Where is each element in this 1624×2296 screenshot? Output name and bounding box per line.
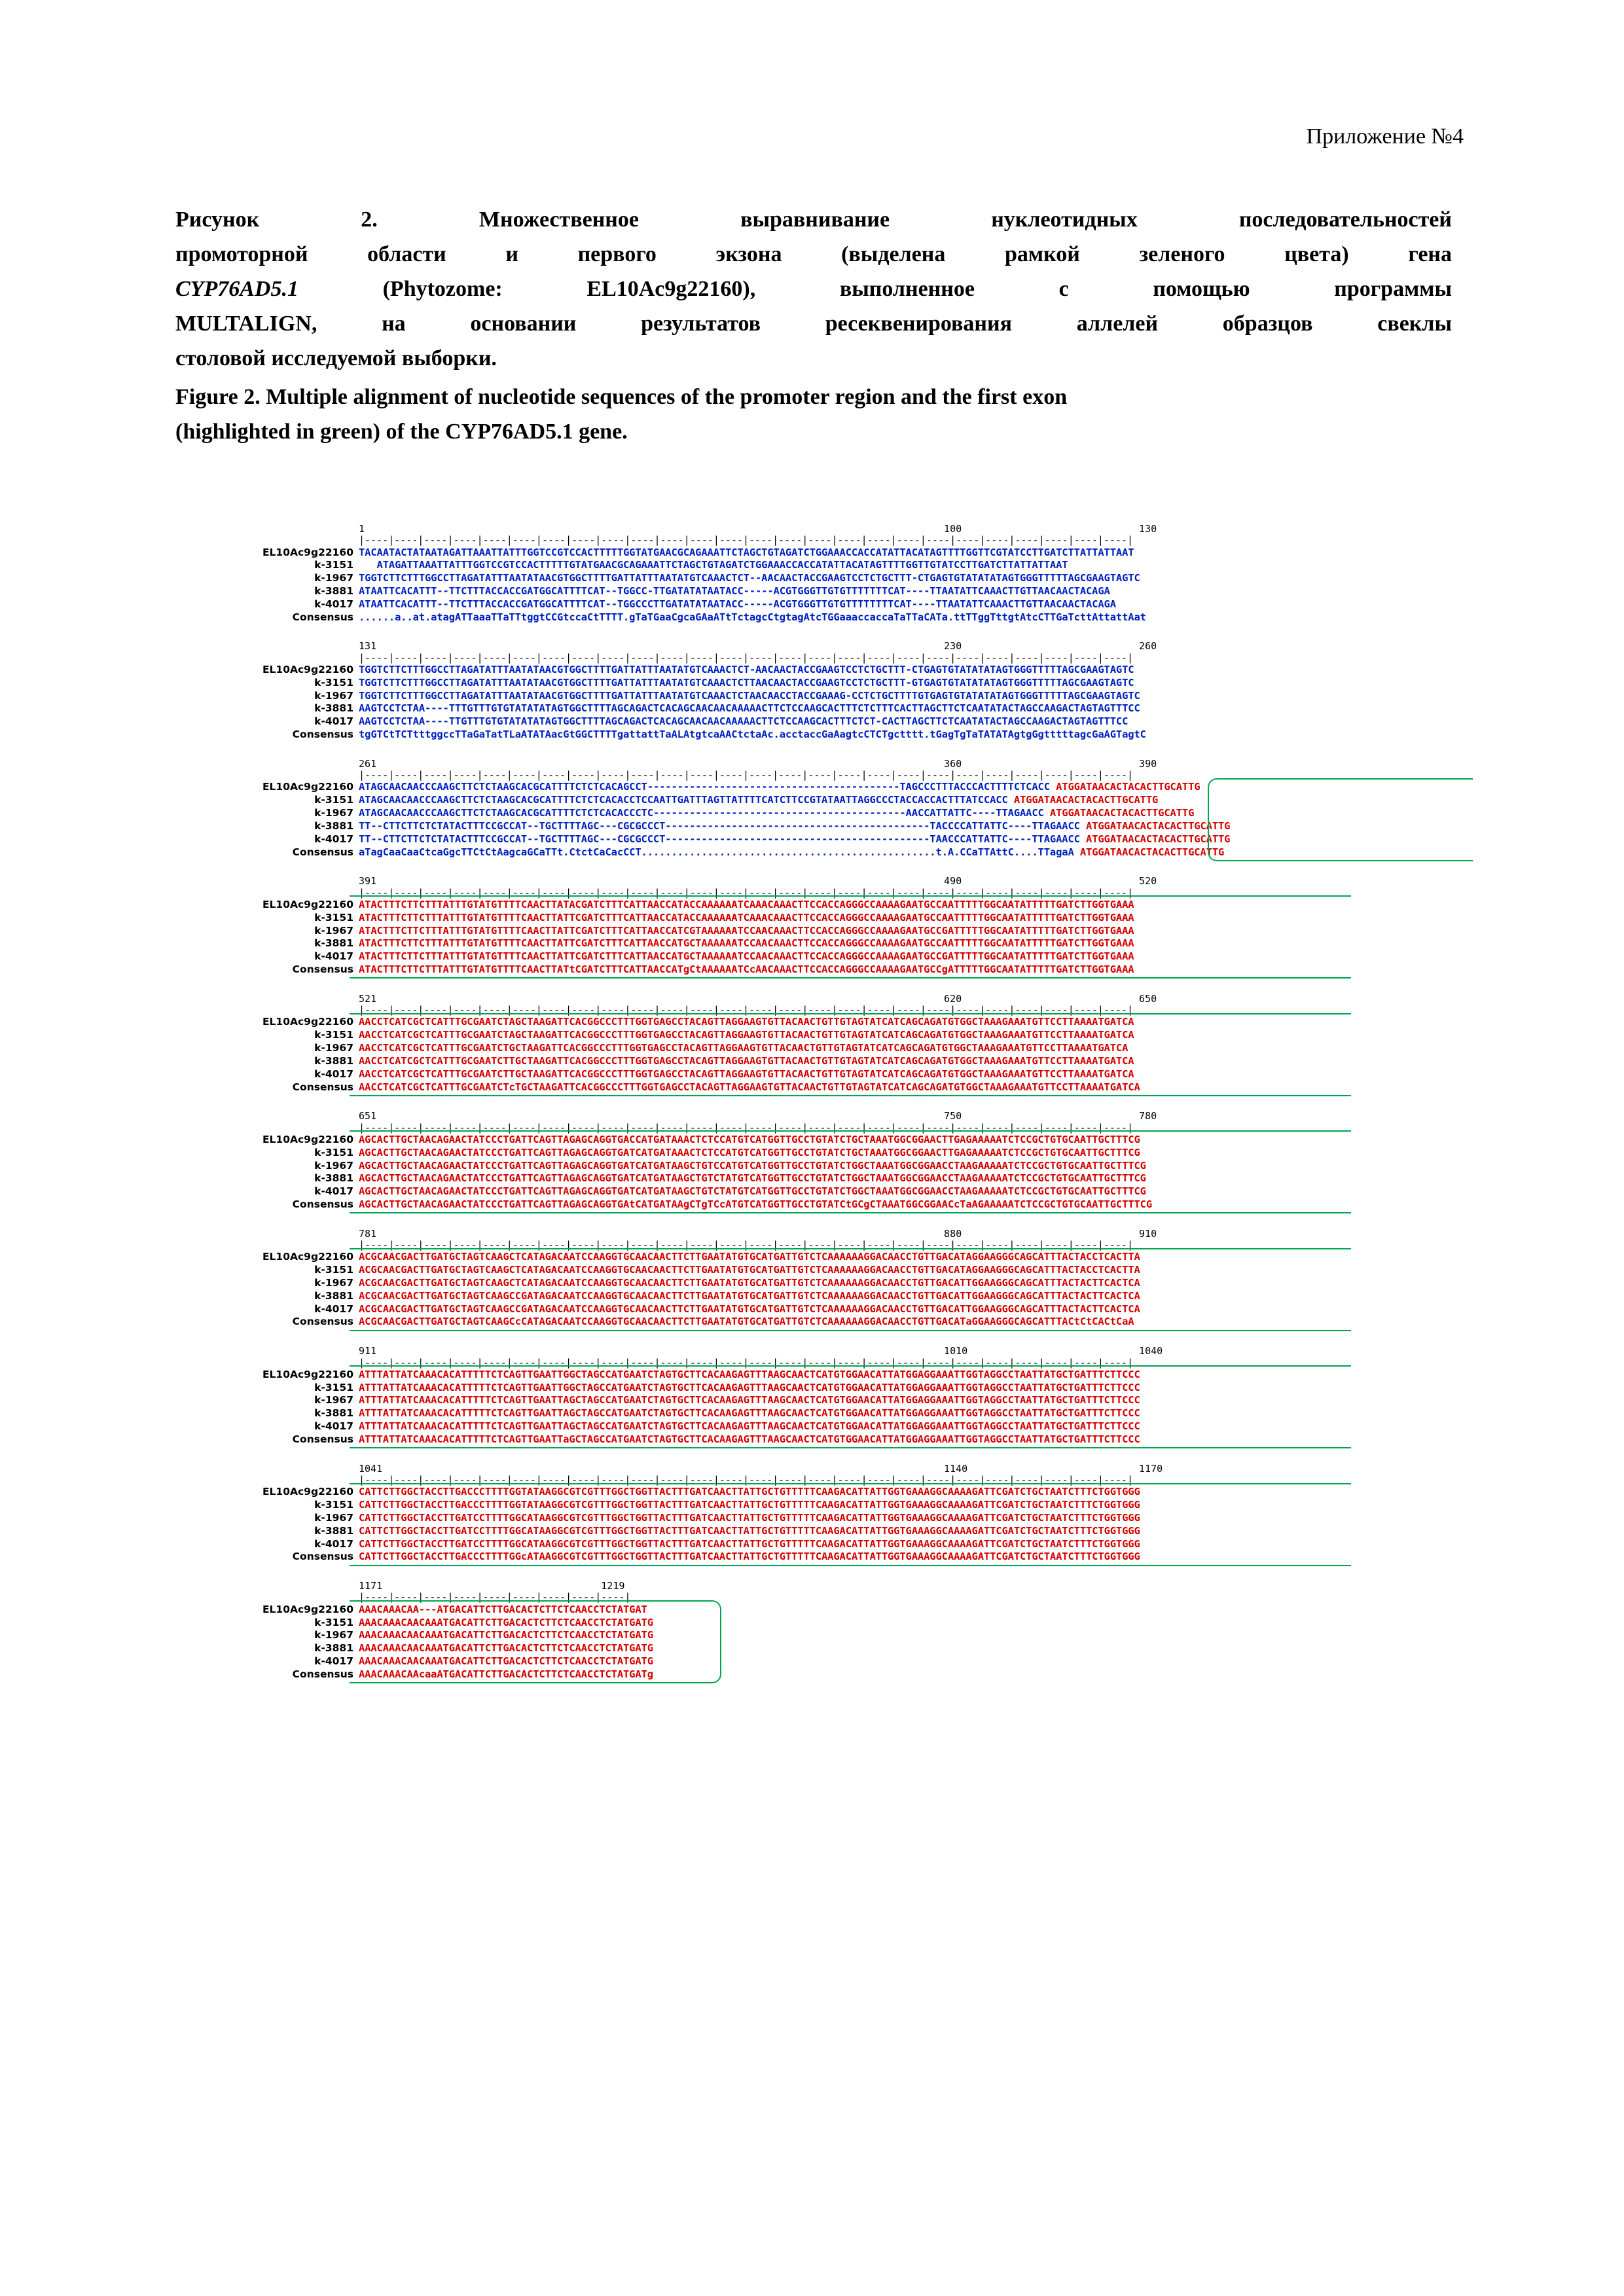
sequence-label: k-3881 xyxy=(314,1054,353,1067)
alignment-block xyxy=(223,1346,1466,1446)
sequence-label: EL10Ac9g22160 xyxy=(262,1251,353,1263)
sequence-label: EL10Ac9g22160 xyxy=(262,1368,353,1380)
caption-line-ru-3 xyxy=(175,272,1452,306)
sequence-text: ATTTATTATCAAACACATTTTTCTCAGTTGAATTAGCTAGCCATGAATCTAGTGCTTCACAAGAGTTTAAGCAACTCATGTGGAACATTATGGAGGAAATTGGTAGGCCTAATTATGCTGATTTCTTCCC xyxy=(359,1407,1140,1420)
sequence-promoter-part: TT--CTTCTTCTCTATACTTTCCGCCAT--TGCTTTTAGC---CGCGCCCT--------------------------------------------TAACCCATTATTC----TTAGAACC xyxy=(359,833,1086,845)
sequence-text: AACCTCATCGCTCATTTGCGAATCTTGCTAAGATTCACGGCCCTTTGGTGAGCCTACAGTTAGGAAGTGTTACAACTGTTGTAGTATCATCAGCAGATGTGGCTAAAGAAATGTTCCTTAAAATGATCA xyxy=(359,1054,1134,1067)
alignment-row xyxy=(223,794,1466,807)
sequence-text: AACCTCATCGCTCATTTGCGAATCTGCTAAGATTCACGGCCCTTTGGTGAGCCTACAGTTAGGAAGTGTTACAACTGTTGTAGTATCATCAGCAGATGTGGCTAAAGAAATGTTCCTTAAAATGATCA xyxy=(359,1042,1128,1054)
sequence-label: k-3881 xyxy=(314,1524,353,1537)
sequence-text: ATTTATTATCAAACACATTTTTCTCAGTTGAATTaGCTAGCCATGAATCTAGTGCTTCACAAGAGTTTAAGCAACTCATGTGGAACATTATGGAGGAAATTGGTAGGCCTAATTATGCTGATTTCTTCCC xyxy=(359,1433,1140,1445)
alignment-row xyxy=(223,950,1466,963)
sequence-text: AAACAAACAACAAATGACATTCTTGACACTCTTCTCAACCTCTATGATG xyxy=(359,1642,653,1655)
ruler-numbers: 911 1010 1040 xyxy=(359,1345,1163,1357)
sequence-text: ......a..at.atagATTaaaTTaTTtggtCCGtccaCtTTTT.gTaTGaaCgcaGAaATtTctagcCtgtagAtcTGGaaaccaccaTaTTaCATa.ttTTggTttgtAtcCTTGaTcttAttattAat xyxy=(359,611,1146,623)
sequence-text: AAACAAACAACAAATGACATTCTTGACACTCTTCTCAACCTCTATGATG xyxy=(359,1655,653,1668)
alignment-figure xyxy=(223,524,1466,1698)
sequence-text: ACGCAACGACTTGATGCTAGTCAAGCCGATAGACAATCCAAGGTGCAACAACTTCTTGAATATGTGCATGATTGTCTCAAAAAAGGACAACCTGTTGACATTGGAAGGGCAGCATTTACTACTTCACTCA xyxy=(359,1302,1140,1315)
sequence-label: Consensus xyxy=(292,1081,353,1093)
sequence-label: k-3881 xyxy=(314,1289,353,1302)
sequence-label: k-4017 xyxy=(314,1537,353,1550)
sequence-label: k-1967 xyxy=(314,924,353,937)
alignment-rows xyxy=(223,1604,1466,1681)
caption-line-en-2: (highlighted in green) of the CYP76AD5.1 gene. xyxy=(175,420,628,444)
sequence-text xyxy=(359,820,1230,833)
ruler-ticks: |----|----|----|----|----|----|----|----|----|----|----|----|----|----|----|----|----|----|----|----|----|----|----|----|----|----| xyxy=(359,1474,1134,1486)
sequence-label: k-3151 xyxy=(314,1146,353,1158)
ruler-ticks: |----|----|----|----|----|----|----|----|----|----|----|----|----|----|----|----|----|----|----|----|----|----|----|----|----|----| xyxy=(359,769,1134,781)
alignment-row xyxy=(223,1303,1466,1316)
sequence-exon-part: ATGGATAACACTACACTTGCATTG xyxy=(1056,781,1200,793)
alignment-row xyxy=(223,1251,1466,1264)
alignment-row xyxy=(223,690,1466,703)
alignment-block xyxy=(223,1463,1466,1564)
sequence-label: k-4017 xyxy=(314,715,353,728)
sequence-label: k-3881 xyxy=(314,937,353,950)
alignment-row xyxy=(223,1629,1466,1642)
alignment-row xyxy=(223,1617,1466,1630)
alignment-row xyxy=(223,547,1466,560)
sequence-text: ACGCAACGACTTGATGCTAGTCAAGCCGATAGACAATCCAAGGTGCAACAACTTCTTGAATATGTGCATGATTGTCTCAAAAAAGGACAACCTGTTGACATTGGAAGGGCAGCATTTACTACTTCACTCA xyxy=(359,1289,1140,1302)
sequence-text xyxy=(359,794,1158,807)
sequence-label: Consensus xyxy=(292,1433,353,1445)
caption-line-ru-4: MULTALIGN, на основании результатов ресеквенирования аллелей образцов свеклы xyxy=(175,312,1452,336)
alignment-row xyxy=(223,820,1466,833)
alignment-row xyxy=(223,715,1466,728)
alignment-rows xyxy=(223,781,1466,859)
sequence-label: k-3151 xyxy=(314,911,353,924)
alignment-row xyxy=(223,1134,1466,1147)
sequence-label: k-4017 xyxy=(314,833,353,845)
sequence-text: AGCACTTGCTAACAGAACTATCCCTGATTCAGTTAGAGCAGGTGAtCATGATAAgCTgTCcATGTCATGGTTGCCTGTATCtGCgCTAAATGGCGGAACcTaAGAAAAATCTCCGCTGTGCAATTGCTTTCG xyxy=(359,1198,1152,1210)
sequence-label: EL10Ac9g22160 xyxy=(262,781,353,793)
sequence-label: Consensus xyxy=(292,728,353,741)
alignment-row xyxy=(223,1264,1466,1277)
sequence-promoter-part: ATAGCAACAACCCAAGCTTCTCTAAGCACGCATTTTCTCTCACAGCCT------------------------------------------TAGCCCTTTACCCACTTTTCTCACC xyxy=(359,781,1056,793)
sequence-text: CATTCTTGGCTACCTTGATCCTTTTGGCATAAGGCGTCGTTTGGCTGGTTACTTTGATCAACTTATTGCTGTTTTTCAAGACATTATTGGTGAAAGGCAAAAGATTCGATCTGCTAATCTTTCTGGTGGG xyxy=(359,1537,1140,1550)
sequence-text: AGCACTTGCTAACAGAACTATCCCTGATTCAGTTAGAGCAGGTGATCATGATAAGCTGTCTATGTCATGGTTGCCTGTATCTGGCTAAATGGCGGAACCTAAGAAAAATCTCCGCTGTGCAATTGCTTTCG xyxy=(359,1172,1146,1185)
alignment-row xyxy=(223,1016,1466,1029)
alignment-blocks xyxy=(223,524,1466,1681)
caption-line-ru-1: Рисунок 2. Множественное выравнивание нуклеотидных последовательностей xyxy=(175,207,1452,232)
sequence-text: ATTTATTATCAAACACATTTTTCTCAGTTGAATTAGCTAGCCATGAATCTAGTGCTTCACAAGAGTTTAAGCAACTCATGTGGAACATTATGGAGGAAATTGGTAGGCCTAATTATGCTGATTTCTTCCC xyxy=(359,1420,1140,1433)
alignment-row xyxy=(223,1382,1466,1395)
ruler-numbers: 1171 1219 xyxy=(359,1580,625,1592)
sequence-text: CATTCTTGGCTACCTTGATCCTTTTGGCATAAGGCGTCGTTTGGCTGGTTACTTTGATCAACTTATTGCTGTTTTTCAAGACATTATTGGTGAAAGGCAAAAGATTCGATCTGCTAATCTTTCTGGTGGG xyxy=(359,1524,1140,1537)
alignment-row xyxy=(223,1316,1466,1329)
sequence-text: AAACAAACAACAAATGACATTCTTGACACTCTTCTCAACCTCTATGATG xyxy=(359,1616,653,1628)
alignment-row xyxy=(223,702,1466,715)
sequence-label: k-3151 xyxy=(314,1616,353,1628)
ruler-numbers: 1041 1140 1170 xyxy=(359,1462,1163,1475)
sequence-text xyxy=(359,781,1200,794)
alignment-row xyxy=(223,1407,1466,1420)
alignment-rows xyxy=(223,1251,1466,1329)
sequence-text: ATACTTTCTTCTTTATTTGTATGTTTTCAACTTATTCGATCTTTCATTAACCATACCAAAAAATCAAACAAACTTCCACCAGGGCCAAAAGAATGCCAATTTTTGGCAATATTTTTGATCTTGGTGAAA xyxy=(359,911,1134,924)
sequence-text: ACGCAACGACTTGATGCTAGTCAAGCTCATAGACAATCCAAGGTGCAACAACTTCTTGAATATGTGCATGATTGTCTCAAAAAAGGACAACCTGTTGACATAGGAAGGGCAGCATTTACTACCTCACTTA xyxy=(359,1264,1140,1276)
sequence-label: k-3151 xyxy=(314,1029,353,1041)
alignment-rows xyxy=(223,664,1466,742)
sequence-label: EL10Ac9g22160 xyxy=(262,1603,353,1615)
alignment-row xyxy=(223,1160,1466,1173)
alignment-row xyxy=(223,1655,1466,1668)
sequence-label: k-4017 xyxy=(314,1302,353,1315)
alignment-row xyxy=(223,1369,1466,1382)
sequence-promoter-part: ATAGCAACAACCCAAGCTTCTCTAAGCACGCATTTTCTCTCACACCTCCAATTGATTTAGTTATTTTCATCTTCCGTATAATTAGGCCCTACCACCACTTTATCCACC xyxy=(359,794,1014,806)
sequence-label: k-3881 xyxy=(314,1407,353,1420)
alignment-row xyxy=(223,1042,1466,1055)
alignment-row xyxy=(223,963,1466,977)
sequence-label: k-4017 xyxy=(314,1185,353,1198)
alignment-block xyxy=(223,641,1466,741)
alignment-row xyxy=(223,1420,1466,1433)
alignment-row xyxy=(223,1525,1466,1538)
alignment-row xyxy=(223,846,1466,859)
sequence-text: ACGCAACGACTTGATGCTAGTCAAGCcCATAGACAATCCAAGGTGCAACAACTTCTTGAATATGTGCATGATTGTCTCAAAAAAGGACAACCTGTTGACATaGGAAGGGCAGCATTTACtCtCACtCaA xyxy=(359,1316,1134,1328)
sequence-label: k-3881 xyxy=(314,584,353,597)
alignment-block xyxy=(223,1581,1466,1681)
alignment-rows xyxy=(223,1016,1466,1094)
alignment-row xyxy=(223,1394,1466,1407)
sequence-label: Consensus xyxy=(292,611,353,623)
alignment-row xyxy=(223,899,1466,912)
ruler-numbers: 651 750 780 xyxy=(359,1110,1157,1122)
sequence-text: AAGTCCTCTAA----TTTGTTTGTGTATATATAGTGGCTTTTAGCAGACTCACAGCAACAACAAAAACTTCTCCAAGCACTTTCTCTTTCACTTAGCTTCTCAATATACTAGCCAAGACTAGTAGTTTCC xyxy=(359,702,1140,715)
sequence-label: k-3151 xyxy=(314,1264,353,1276)
sequence-text: ATACTTTCTTCTTTATTTGTATGTTTTCAACTTATACGATCTTTCATTAACCATACCAAAAAATCAAACAAACTTCCACCAGGGCCAAAAGAATGCCAATTTTTGGCAATATTTTTGATCTTGGTGAAA xyxy=(359,898,1134,910)
sequence-text: TGGTCTTCTTTGGCCTTAGATATTTAATATAACGTGGCTTTTGATTATTTAATATGTCAAACTCTTAACAACTACCGAAGTCCTCTGCTTT-GTGAGTGTATATATAGTGGGTTTTTAGCGAAGTAGTC xyxy=(359,676,1134,689)
sequence-text: TACAATACTATAATAGATTAAATTATTTGGTCCGTCCACTTTTTGGTATGAACGCAGAAATTCTAGCTGTAGATCTGGAAACCACCATATTACATAGTTTTGGTTCGTATCCTTGATCTTATTATTAAT xyxy=(359,546,1134,558)
ruler-numbers: 781 880 910 xyxy=(359,1227,1157,1240)
sequence-label: k-3151 xyxy=(314,559,353,571)
ruler-numbers: 391 490 520 xyxy=(359,875,1157,888)
gene-name-italic: CYP76AD5.1 xyxy=(175,277,298,301)
alignment-row xyxy=(223,1551,1466,1564)
ruler-ticks: |----|----|----|----|----|----|----|----|----|----|----|----|----|----|----|----|----|----|----|----|----|----|----|----|----|----| xyxy=(359,886,1134,899)
sequence-exon-part: ATGGATAACACTACACTTGCATTG xyxy=(1086,819,1231,832)
sequence-text: ATACTTTCTTCTTTATTTGTATGTTTTCAACTTATTCGATCTTTCATTAACCATGCTAAAAAATCCAACAAACTTCCACCAGGGCCAAAAGAATGCCGATTTTTGGCAATATTTTTGATCTTGGTGAAA xyxy=(359,950,1134,963)
sequence-text: AAACAAACAACAAATGACATTCTTGACACTCTTCTCAACCTCTATGATG xyxy=(359,1629,653,1641)
alignment-row xyxy=(223,833,1466,846)
alignment-rows xyxy=(223,1369,1466,1446)
sequence-label: k-1967 xyxy=(314,689,353,702)
alignment-row xyxy=(223,1668,1466,1681)
sequence-label: k-1967 xyxy=(314,1629,353,1641)
alignment-block xyxy=(223,1229,1466,1329)
sequence-label: EL10Ac9g22160 xyxy=(262,898,353,910)
alignment-block xyxy=(223,524,1466,624)
alignment-row xyxy=(223,559,1466,572)
sequence-label: k-1967 xyxy=(314,1276,353,1289)
alignment-row xyxy=(223,1642,1466,1655)
sequence-label: EL10Ac9g22160 xyxy=(262,1133,353,1145)
sequence-label: k-3881 xyxy=(314,1172,353,1185)
sequence-promoter-part: TT--CTTCTTCTCTATACTTTCCGCCAT--TGCTTTTAGC---CGCGCCCT--------------------------------------------TACCCCATTATTC----TTAGAACC xyxy=(359,819,1086,832)
sequence-exon-part: ATGGATAACACTACACTTGCATTG xyxy=(1079,846,1225,858)
caption-line-ru-5: столовой исследуемой выборки. xyxy=(175,346,497,370)
sequence-text: CATTCTTGGCTACCTTGACCCTTTTGGcATAAGGCGTCGTTTGGCTGGTTACTTTGATCAACTTATTGCTGTTTTTCAAGACATTATTGGTGAAAGGCAAAAGATTCGATCTGCTAATCTTTCTGGTGGG xyxy=(359,1551,1140,1563)
sequence-text: ATTTATTATCAAACACATTTTTCTCAGTTGAATTGGCTAGCCATGAATCTAGTGCTTCACAAGAGTTTAAGCAACTCATGTGGAACATTATGGAGGAAATTGGTAGGCCTAATTATGCTGATTTCTTCCC xyxy=(359,1368,1140,1380)
alignment-block xyxy=(223,759,1466,859)
alignment-row xyxy=(223,1433,1466,1446)
ruler-numbers: 131 230 260 xyxy=(359,640,1157,653)
sequence-label: k-3881 xyxy=(314,819,353,832)
sequence-text: CATTCTTGGCTACCTTGATCCTTTTGGCATAAGGCGTCGTTTGGCTGGTTACTTTGATCAACTTATTGCTGTTTTTCAAGACATTATTGGTGAAAGGCAAAAGATTCGATCTGCTAATCTTTCTGGTGGG xyxy=(359,1511,1140,1524)
alignment-row xyxy=(223,912,1466,925)
sequence-label: k-1967 xyxy=(314,1159,353,1172)
sequence-text: ATACTTTCTTCTTTATTTGTATGTTTTCAACTTATTCGATCTTTCATTAACCATGCTAAAAAATCCAACAAACTTCCACCAGGGCCAAAAGAATGCCAATTTTTGGCAATATTTTTGATCTTGGTGAAA xyxy=(359,937,1134,950)
sequence-text xyxy=(359,807,1194,820)
alignment-row xyxy=(223,781,1466,794)
alignment-row xyxy=(223,611,1466,624)
alignment-row xyxy=(223,728,1466,742)
sequence-text: AACCTCATCGCTCATTTGCGAATCTTGCTAAGATTCACGGCCCTTTGGTGAGCCTACAGTTAGGAAGTGTTACAACTGTTGTAGTATCATCAGCAGATGTGGCTAAAGAAATGTTCCTTAAAATGATCA xyxy=(359,1067,1134,1080)
alignment-row xyxy=(223,1486,1466,1499)
caption-line-en-1: Figure 2. Multiple alignment of nucleotide sequences of the promoter region and the first exon xyxy=(175,385,1068,409)
sequence-text xyxy=(359,833,1230,846)
alignment-row xyxy=(223,937,1466,950)
sequence-exon-part: ATGGATAACACTACACTTGCATTG xyxy=(1013,794,1159,806)
alignment-row xyxy=(223,1172,1466,1185)
sequence-label: k-1967 xyxy=(314,1511,353,1524)
sequence-label: k-1967 xyxy=(314,807,353,819)
alignment-row xyxy=(223,1512,1466,1525)
alignment-rows xyxy=(223,1134,1466,1211)
alignment-row xyxy=(223,1029,1466,1042)
sequence-text: AGCACTTGCTAACAGAACTATCCCTGATTCAGTTAGAGCAGGTGATCATGATAAGCTGTCCATGTCATGGTTGCCTGTATCTGGCTAAATGGCGGAACCTAAGAAAAATCTCCGCTGTGCAATTGCTTTCG xyxy=(359,1159,1146,1172)
sequence-text: ATAATTCACATTT--TTCTTTACCACCGATGGCATTTTCAT--TGGCC-TTGATATATAATACC-----ACGTGGGTTGTGTTTTTTTCAT----TTAATATTCAAACTTGTTAACAACTACAGA xyxy=(359,584,1110,597)
sequence-label: EL10Ac9g22160 xyxy=(262,1486,353,1498)
alignment-row xyxy=(223,585,1466,598)
sequence-text: AGCACTTGCTAACAGAACTATCCCTGATTCAGTTAGAGCAGGTGACCATGATAAACTCTCCATGTCATGGTTGCCTGTATCTGCTAAATGGCGGAACTTGAGAAAAATCTCCGCTGTGCAATTGCTTTCG xyxy=(359,1133,1140,1145)
alignment-row xyxy=(223,598,1466,611)
sequence-label: EL10Ac9g22160 xyxy=(262,1016,353,1028)
sequence-text xyxy=(359,846,1224,859)
sequence-label: k-3881 xyxy=(314,702,353,715)
sequence-label: k-3151 xyxy=(314,794,353,806)
alignment-row xyxy=(223,1499,1466,1512)
sequence-text: AACCTCATCGCTCATTTGCGAATCTcTGCTAAGATTCACGGCCCTTTGGTGAGCCTACAGTTAGGAAGTGTTACAACTGTTGTAGTATCATCAGCAGATGTGGCTAAAGAAATGTTCCTTAAAATGATCA xyxy=(359,1081,1140,1093)
alignment-row xyxy=(223,677,1466,690)
ruler-ticks: |----|----|----|----|----|----|----|----|----|----|----|----|----|----|----|----|----|----|----|----|----|----|----|----|----|----| xyxy=(359,1356,1134,1369)
alignment-rows xyxy=(223,899,1466,977)
sequence-label: k-3151 xyxy=(314,676,353,689)
sequence-label: k-1967 xyxy=(314,1394,353,1407)
sequence-label: k-4017 xyxy=(314,1067,353,1080)
sequence-label: k-4017 xyxy=(314,598,353,610)
alignment-row xyxy=(223,1290,1466,1303)
alignment-rows xyxy=(223,1486,1466,1564)
sequence-exon-part: ATGGATAACACTACACTTGCATTG xyxy=(1049,807,1195,819)
ruler-ticks: |----|----|----|----|----|----|----|----|----|----|----|----|----|----|----|----|----|----|----|----|----|----|----|----|----|----| xyxy=(359,1239,1134,1251)
sequence-text: ATTTATTATCAAACACATTTTTCTCAGTTGAATTAGCTAGCCATGAATCTAGTGCTTCACAAGAGTTTAAGCAACTCATGTGGAACATTATGGAGGAAATTGGTAGGCCTAATTATGCTGATTTCTTCCC xyxy=(359,1394,1140,1407)
alignment-row xyxy=(223,807,1466,820)
sequence-label: k-3151 xyxy=(314,1381,353,1393)
sequence-label: k-3151 xyxy=(314,1499,353,1511)
sequence-text: AACCTCATCGCTCATTTGCGAATCTAGCTAAGATTCACGGCCCTTTGGTGAGCCTACAGTTAGGAAGTGTTACAACTGTTGTAGTATCATCAGCAGATGTGGCTAAAGAAATGTTCCTTAAAATGATCA xyxy=(359,1016,1134,1028)
alignment-row xyxy=(223,1055,1466,1068)
ruler-ticks: |----|----|----|----|----|----|----|----|----|----|----|----|----|----|----|----|----|----|----|----|----|----|----|----|----|----| xyxy=(359,1121,1134,1134)
sequence-text: TGGTCTTCTTTGGCCTTAGATATTTAATATAACGTGGCTTTTGATTATTTAATATGTCAAACTCT-AACAACTACCGAAGTCCTCTGCTTT-CTGAGTGTATATATAGTGGGTTTTTAGCGAAGTAGTC xyxy=(359,663,1134,675)
alignment-block xyxy=(223,1111,1466,1211)
sequence-text: AGCACTTGCTAACAGAACTATCCCTGATTCAGTTAGAGCAGGTGATCATGATAAGCTGTCTATGTCATGGTTGCCTGTATCTGGCTAAATGGCGGAACCTAAGAAAAATCTCCGCTGTGCAATTGCTTTCG xyxy=(359,1185,1146,1198)
sequence-text: ATACTTTCTTCTTTATTTGTATGTTTTCAACTTATTCGATCTTTCATTAACCATCGTAAAAAATCCAACAAACTTCCACCAGGGCCAAAAGAATGCCGATTTTTGGCAATATTTTTGATCTTGGTGAAA xyxy=(359,924,1134,937)
sequence-text: ATACTTTCTTCTTTATTTGTATGTTTTCAACTTATtCGATCTTTCATTAACCATgCtAAAAAATCcAACAAACTTCCACCAGGGCCAAAAGAATGCCgATTTTTGGCAATATTTTTGATCTTGGTGAAA xyxy=(359,963,1134,976)
alignment-row xyxy=(223,1068,1466,1081)
ruler-numbers: 521 620 650 xyxy=(359,992,1157,1005)
sequence-text: AAACAAACAA---ATGACATTCTTGACACTCTTCTCAACCTCTATGAT xyxy=(359,1603,647,1615)
ruler-ticks: |----|----|----|----|----|----|----|----|----| xyxy=(359,1591,631,1604)
sequence-label: k-4017 xyxy=(314,1655,353,1668)
sequence-label: EL10Ac9g22160 xyxy=(262,663,353,675)
appendix-label: Приложение №4 xyxy=(1306,124,1464,149)
sequence-text: ATAGATTAAATTATTTGGTCCGTCCACTTTTTGTATGAACGCAGAAATTCTAGCTGTAGATCTGGAAACCACCATATTACATAGTTTTGGTTGTATCCTTGATCTTATTATTAAT xyxy=(359,559,1068,571)
sequence-label: EL10Ac9g22160 xyxy=(262,546,353,558)
sequence-text: ACGCAACGACTTGATGCTAGTCAAGCTCATAGACAATCCAAGGTGCAACAACTTCTTGAATATGTGCATGATTGTCTCAAAAAAGGACAACCTGTTGACATTGGAAGGGCAGCATTTACTACTTCACTCA xyxy=(359,1276,1140,1289)
alignment-row xyxy=(223,1147,1466,1160)
alignment-row xyxy=(223,1538,1466,1551)
alignment-block xyxy=(223,876,1466,976)
sequence-text: AGCACTTGCTAACAGAACTATCCCTGATTCAGTTAGAGCAGGTGATCATGATAAACTCTCCATGTCATGGTTGCCTGTATCTGCTAAATGGCGGAACTTGAGAAAAATCTCCGCTGTGCAATTGCTTTCG xyxy=(359,1146,1140,1158)
sequence-text: AACCTCATCGCTCATTTGCGAATCTAGCTAAGATTCACGGCCCTTTGGTGAGCCTACAGTTAGGAAGTGTTACAACTGTTGTAGTATCATCAGCAGATGTGGCTAAAGAAATGTTCCTTAAAATGATCA xyxy=(359,1029,1134,1041)
sequence-promoter-part: aTagCaaCaaCtcaGgcTTCtCtAagcaGCaTTt.CtctCaCacCCT.................................................t.A.CCaTTAttC....TTagaA xyxy=(359,846,1080,858)
sequence-label: Consensus xyxy=(292,963,353,976)
sequence-text: ACGCAACGACTTGATGCTAGTCAAGCTCATAGACAATCCAAGGTGCAACAACTTCTTGAATATGTGCATGATTGTCTCAAAAAAGGACAACCTGTTGACATAGGAAGGGCAGCATTTACTACCTCACTTA xyxy=(359,1251,1140,1263)
sequence-label: Consensus xyxy=(292,1198,353,1210)
ruler-ticks: |----|----|----|----|----|----|----|----|----|----|----|----|----|----|----|----|----|----|----|----|----|----|----|----|----|----| xyxy=(359,1004,1134,1016)
sequence-label: k-1967 xyxy=(314,1042,353,1054)
caption-line-ru-2: промоторной области и первого экзона (выделена рамкой зеленого цвета) гена xyxy=(175,242,1452,266)
ruler-numbers: 1 100 130 xyxy=(359,523,1157,535)
sequence-exon-part: ATGGATAACACTACACTTGCATTG xyxy=(1086,833,1231,845)
alignment-row xyxy=(223,1604,1466,1617)
sequence-label: k-3881 xyxy=(314,1642,353,1655)
ruler-numbers: 261 360 390 xyxy=(359,757,1157,770)
alignment-block xyxy=(223,994,1466,1094)
alignment-row xyxy=(223,572,1466,585)
figure-caption xyxy=(175,203,1452,450)
alignment-row xyxy=(223,1081,1466,1094)
sequence-label: k-4017 xyxy=(314,950,353,963)
alignment-row xyxy=(223,1198,1466,1211)
alignment-row xyxy=(223,925,1466,938)
sequence-text: tgGTCtTCTtttggccTTaGaTatTLaATATAacGtGGCTTTTgattattTaALAtgtcaAACtctaAc.acctaccGaAagtcCTCTgctttt.tGagTgTaTATATAgtgGgtttttagcGaAGTagtC xyxy=(359,728,1146,741)
sequence-label: k-4017 xyxy=(314,1420,353,1433)
sequence-text: ATAATTCACATTT--TTCTTTACCACCGATGGCATTTTCAT--TGGCCCTTGATATATAATACC-----ACGTGGGTTGTGTTTTTTTTCAT----TTAATATTCAAACTTGTTAACAACTACAGA xyxy=(359,598,1116,610)
alignment-row xyxy=(223,1277,1466,1290)
sequence-promoter-part: ATAGCAACAACCCAAGCTTCTCTAAGCACGCATTTTCTCTCACACCCTC------------------------------------------AACCATTATTC----TTAGAACC xyxy=(359,807,1050,819)
sequence-text: CATTCTTGGCTACCTTGACCCTTTTGGTATAAGGCGTCGTTTGGCTGGTTACTTTGATCAACTTATTGCTGTTTTTCAAGACATTATTGGTGAAAGGCAAAAGATTCGATCTGCTAATCTTTCTGGTGGG xyxy=(359,1486,1140,1498)
ruler-ticks: |----|----|----|----|----|----|----|----|----|----|----|----|----|----|----|----|----|----|----|----|----|----|----|----|----|----| xyxy=(359,534,1134,547)
sequence-text: TGGTCTTCTTTGGCCTTAGATATTTAATATAACGTGGCTTTTGATTATTTAATATGTCAAACTCTAACAACCTACCGAAAG-CCTCTGCTTTTGTGAGTGTATATATAGTGGGTTTTTAGCGAAGTAGTC xyxy=(359,689,1140,702)
sequence-text: ATTTATTATCAAACACATTTTTCTCAGTTGAATTGGCTAGCCATGAATCTAGTGCTTCACAAGAGTTTAAGCAACTCATGTGGAACATTATGGAGGAAATTGGTAGGCCTAATTATGCTGATTTCTTCCC xyxy=(359,1381,1140,1393)
sequence-label: Consensus xyxy=(292,1551,353,1563)
sequence-label: Consensus xyxy=(292,1316,353,1328)
caption-line-ru-3-rest: (Phytozome: EL10Ac9g22160), выполненное с помощью программы xyxy=(298,277,1452,301)
sequence-text: AAACAAACAAcaaATGACATTCTTGACACTCTTCTCAACCTCTATGATg xyxy=(359,1668,653,1680)
alignment-row xyxy=(223,1185,1466,1198)
alignment-rows xyxy=(223,547,1466,624)
alignment-row xyxy=(223,664,1466,677)
ruler-ticks: |----|----|----|----|----|----|----|----|----|----|----|----|----|----|----|----|----|----|----|----|----|----|----|----|----|----| xyxy=(359,651,1134,664)
sequence-text: TGGTCTTCTTTGGCCTTAGATATTTAATATAACGTGGCTTTTGATTATTTAATATGTCAAACTCT--AACAACTACCGAAGTCCTCTGCTTT-CTGAGTGTATATATAGTGGGTTTTTAGCGAAGTAGTC xyxy=(359,572,1140,584)
sequence-label: Consensus xyxy=(292,1668,353,1680)
sequence-text: AAGTCCTCTAA----TTGTTTGTGTATATATAGTGGCTTTTAGCAGACTCACAGCAACAACAAAAACTTCTCCAAGCACTTTCTCT-CACTTAGCTTCTCAATATACTAGCCAAGACTAGTAGTTTCC xyxy=(359,715,1128,728)
sequence-label: k-1967 xyxy=(314,572,353,584)
sequence-text: CATTCTTGGCTACCTTGACCCTTTTGGTATAAGGCGTCGTTTGGCTGGTTACTTTGATCAACTTATTGCTGTTTTTCAAGACATTATTGGTGAAAGGCAAAAGATTCGATCTGCTAATCTTTCTGGTGGG xyxy=(359,1499,1140,1511)
sequence-label: Consensus xyxy=(292,846,353,858)
